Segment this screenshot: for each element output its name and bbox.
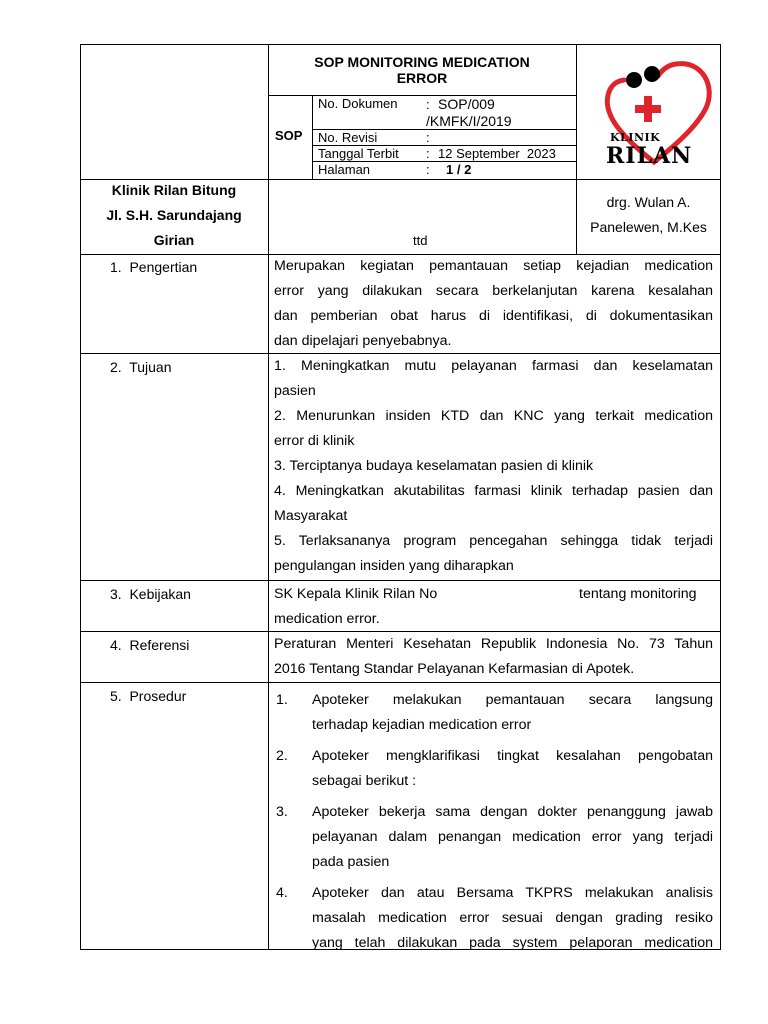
- prosedur-item-line: masalah medication error sesuai dengan grading resiko: [312, 910, 713, 926]
- field-colon-no-revisi: :: [426, 130, 430, 145]
- tujuan-text: [274, 354, 713, 579]
- pengertian-line: error yang dilakukan secara berkelanjutan karena kesalahan: [274, 283, 713, 299]
- tujuan-line: pengulangan insiden yang diharapkan: [274, 558, 514, 574]
- section2-bottom-line: [80, 580, 721, 581]
- prosedur-item-line: Apoteker dan atau Bersama TKPRS melakukan analisis: [312, 885, 713, 901]
- pengertian-line: dan pemberian obat harus di identifikasi, di dokumentasikan: [274, 308, 713, 324]
- section-label-referensi: 4. Referensi: [110, 637, 190, 653]
- prosedur-item-number: 1.: [276, 692, 288, 708]
- section-label-pengertian: 1. Pengertian: [110, 259, 198, 275]
- prosedur-item-line: Apoteker melakukan pemantauan secara langsung: [312, 692, 713, 708]
- tujuan-line: 2. Menurunkan insiden KTD dan KNC yang terkait medication: [274, 408, 713, 424]
- field-label-halaman: Halaman: [318, 162, 371, 177]
- tujuan-line: pasien: [274, 383, 316, 399]
- kebijakan-text-right: tentang monitoring: [579, 586, 697, 602]
- prosedur-item-number: 3.: [276, 804, 288, 820]
- doctor-name-line1: drg. Wulan A.: [606, 194, 691, 210]
- referensi-text: [274, 632, 713, 682]
- tujuan-line: 4. Meningkatkan akutabilitas farmasi klinik terhadap pasien dan: [274, 483, 713, 499]
- prosedur-item-line: yang telah dilakukan pada system pelaporan medication: [312, 935, 713, 951]
- prosedur-item: [276, 744, 713, 794]
- logo-text-rilan: RILAN: [606, 143, 693, 169]
- document-title-line2: ERROR: [396, 70, 448, 86]
- field-value-halaman: 1 / 2: [446, 162, 472, 177]
- sop-label: SOP: [275, 128, 303, 143]
- tujuan-line: error di klinik: [274, 433, 355, 449]
- pengertian-line: dan dipelajari penyebabnya.: [274, 333, 452, 349]
- tujuan-line: 3. Terciptanya budaya keselamatan pasien di klinik: [274, 458, 594, 474]
- klinik-rilan-logo: [596, 52, 714, 170]
- prosedur-item-number: 2.: [276, 748, 288, 764]
- prosedur-item-line: pelayanan dalam penangan medication error yang terjadi: [312, 829, 713, 845]
- pengertian-line: Merupakan kegiatan pemantauan setiap kejadian medication: [274, 258, 713, 274]
- prosedur-item-line: sebagai berikut :: [312, 773, 417, 789]
- field-label-tanggal-terbit: Tanggal Terbit: [318, 146, 399, 161]
- section4-bottom-line: [80, 682, 721, 683]
- logo-text-klinik: KLINIK: [610, 131, 661, 144]
- sop-divider: [312, 95, 313, 179]
- field-colon-no-dokumen: :: [426, 97, 430, 112]
- tujuan-line: 1. Meningkatkan mutu pelayanan farmasi dan keselamatan: [274, 358, 713, 374]
- field-value-tanggal-terbit: 12 September 2023: [438, 146, 556, 161]
- prosedur-item-line: Apoteker mengklarifikasi tingkat kesalahan pengobatan: [312, 748, 713, 764]
- title-bottom-line: [268, 95, 576, 96]
- doctor-name-line2: Panelewen, M.Kes: [590, 219, 707, 235]
- document-title-line1: SOP MONITORING MEDICATION: [314, 54, 530, 70]
- section-label-prosedur: 5. Prosedur: [110, 688, 187, 704]
- kebijakan-text-left: SK Kepala Klinik Rilan No: [274, 586, 438, 602]
- clinic-address-2: Girian: [153, 232, 195, 248]
- clinic-address-1: Jl. S.H. Sarundajang: [106, 207, 242, 223]
- prosedur-item: [276, 800, 713, 875]
- prosedur-item-line: Apoteker bekerja sama dengan dokter penanggung jawab: [312, 804, 713, 820]
- field-colon-halaman: :: [426, 162, 430, 177]
- clinic-name: Klinik Rilan Bitung: [111, 182, 237, 198]
- prosedur-item: [276, 881, 713, 956]
- field-value-no-dokumen: SOP/009: [438, 96, 495, 112]
- section-label-kebijakan: 3. Kebijakan: [110, 586, 191, 602]
- prosedur-item-line: terhadap kejadian medication error: [312, 717, 532, 733]
- prosedur-list: [276, 688, 713, 962]
- section-label-tujuan: 2. Tujuan: [110, 359, 172, 375]
- signature-ttd: ttd: [413, 233, 428, 248]
- field-label-no-dokumen: No. Dokumen: [318, 96, 398, 111]
- referensi-line: Peraturan Menteri Kesehatan Republik Indonesia No. 73 Tahun: [274, 636, 713, 652]
- pengertian-text: [274, 254, 713, 354]
- field-value-no-dokumen-2: /KMFK/I/2019: [426, 113, 512, 129]
- tujuan-line: 5. Terlaksananya program pencegahan sehingga tidak terjadi: [274, 533, 713, 549]
- kebijakan-text-line2: medication error.: [274, 611, 380, 627]
- prosedur-item-line: pada pasien: [312, 854, 390, 870]
- field-label-no-revisi: No. Revisi: [318, 130, 378, 145]
- header-bottom-line: [80, 179, 721, 180]
- field-colon-tanggal-terbit: :: [426, 146, 430, 161]
- prosedur-item: [276, 688, 713, 738]
- prosedur-item-number: 4.: [276, 885, 288, 901]
- referensi-line: 2016 Tentang Standar Pelayanan Kefarmasian di Apotek.: [274, 661, 635, 677]
- tujuan-line: Masyarakat: [274, 508, 348, 524]
